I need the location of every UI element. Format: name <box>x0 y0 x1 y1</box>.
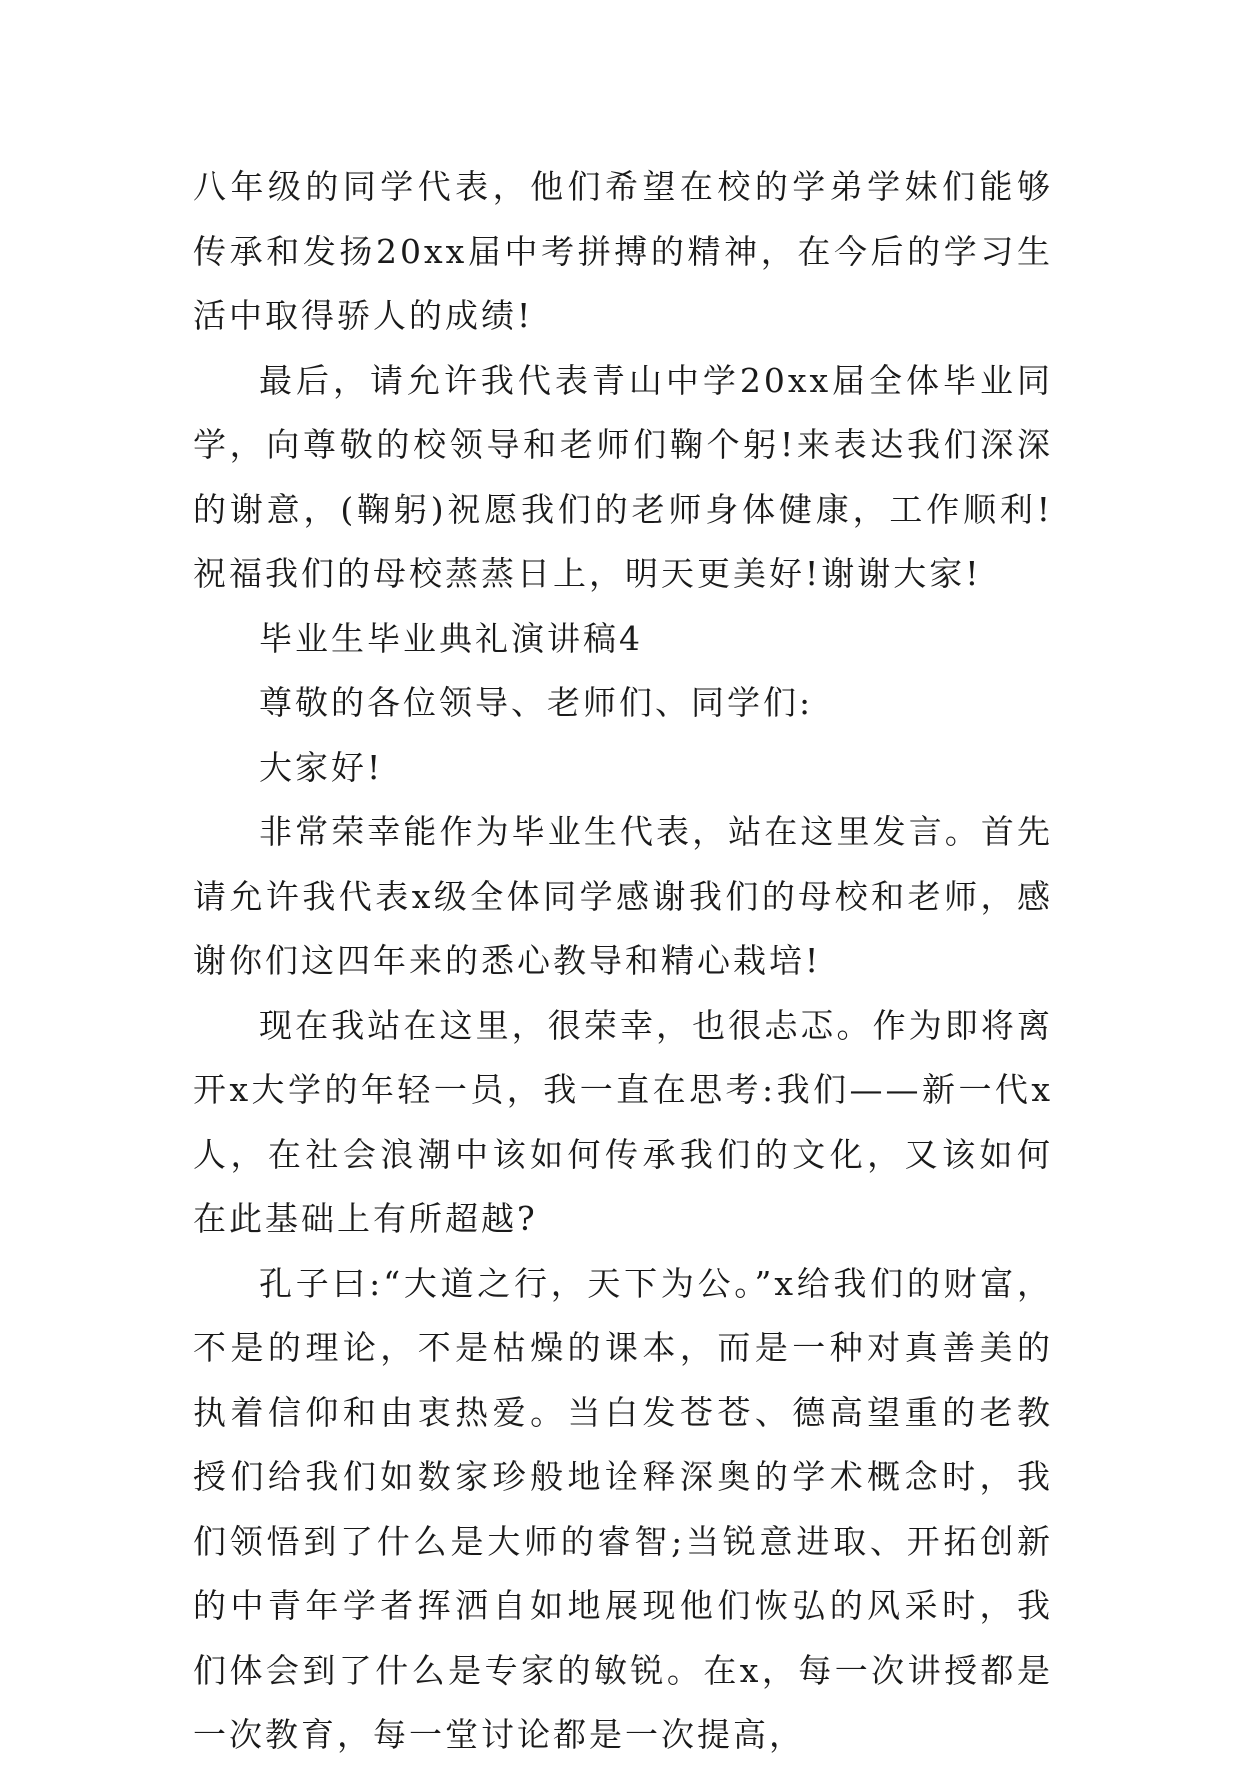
paragraph-1: 八年级的同学代表，他们希望在校的学弟学妹们能够传承和发扬20xx届中考拼搏的精神，在今后的学习生活中取得骄人的成绩! <box>193 167 1053 335</box>
paragraph-7: 现在我站在这里，很荣幸，也很忐忑。作为即将离开x大学的年轻一员，我一直在思考:我们——新一代x人，在社会浪潮中该如何传承我们的文化，又该如何在此基础上有所超越? <box>193 1005 1053 1238</box>
paragraph-6: 非常荣幸能作为毕业生代表，站在这里发言。首先请允许我代表x级全体同学感谢我们的母校和老师，感谢你们这四年来的悉心教导和精心栽培! <box>193 812 1053 980</box>
paragraph-8: 孔子曰:“大道之行，天下为公。”x给我们的财富，不是的理论，不是枯燥的课本，而是一种对真善美的执着信仰和由衷热爱。当白发苍苍、德高望重的老教授们给我们如数家珍般地诠释深奥的学术概念时，我们领悟到了什么是大师的睿智;当锐意进取、开拓创新的中青年学者挥洒自如地展现他们恢弘的风采时，我们体会到了什么是专家的敏锐。在x，每一次讲授都是一次教育，每一堂讨论都是一次提高， <box>193 1263 1053 1754</box>
paragraph-2: 最后，请允许我代表青山中学20xx届全体毕业同学，向尊敬的校领导和老师们鞠个躬!来表达我们深深的谢意，(鞠躬)祝愿我们的老师身体健康，工作顺利!祝福我们的母校蒸蒸日上，明天更美好!谢谢大家! <box>193 360 1053 593</box>
salutation: 尊敬的各位领导、老师们、同学们: <box>259 683 814 722</box>
document-body <box>193 155 1053 1768</box>
section-heading: 毕业生毕业典礼演讲稿4 <box>259 618 643 658</box>
greeting: 大家好! <box>259 747 384 787</box>
